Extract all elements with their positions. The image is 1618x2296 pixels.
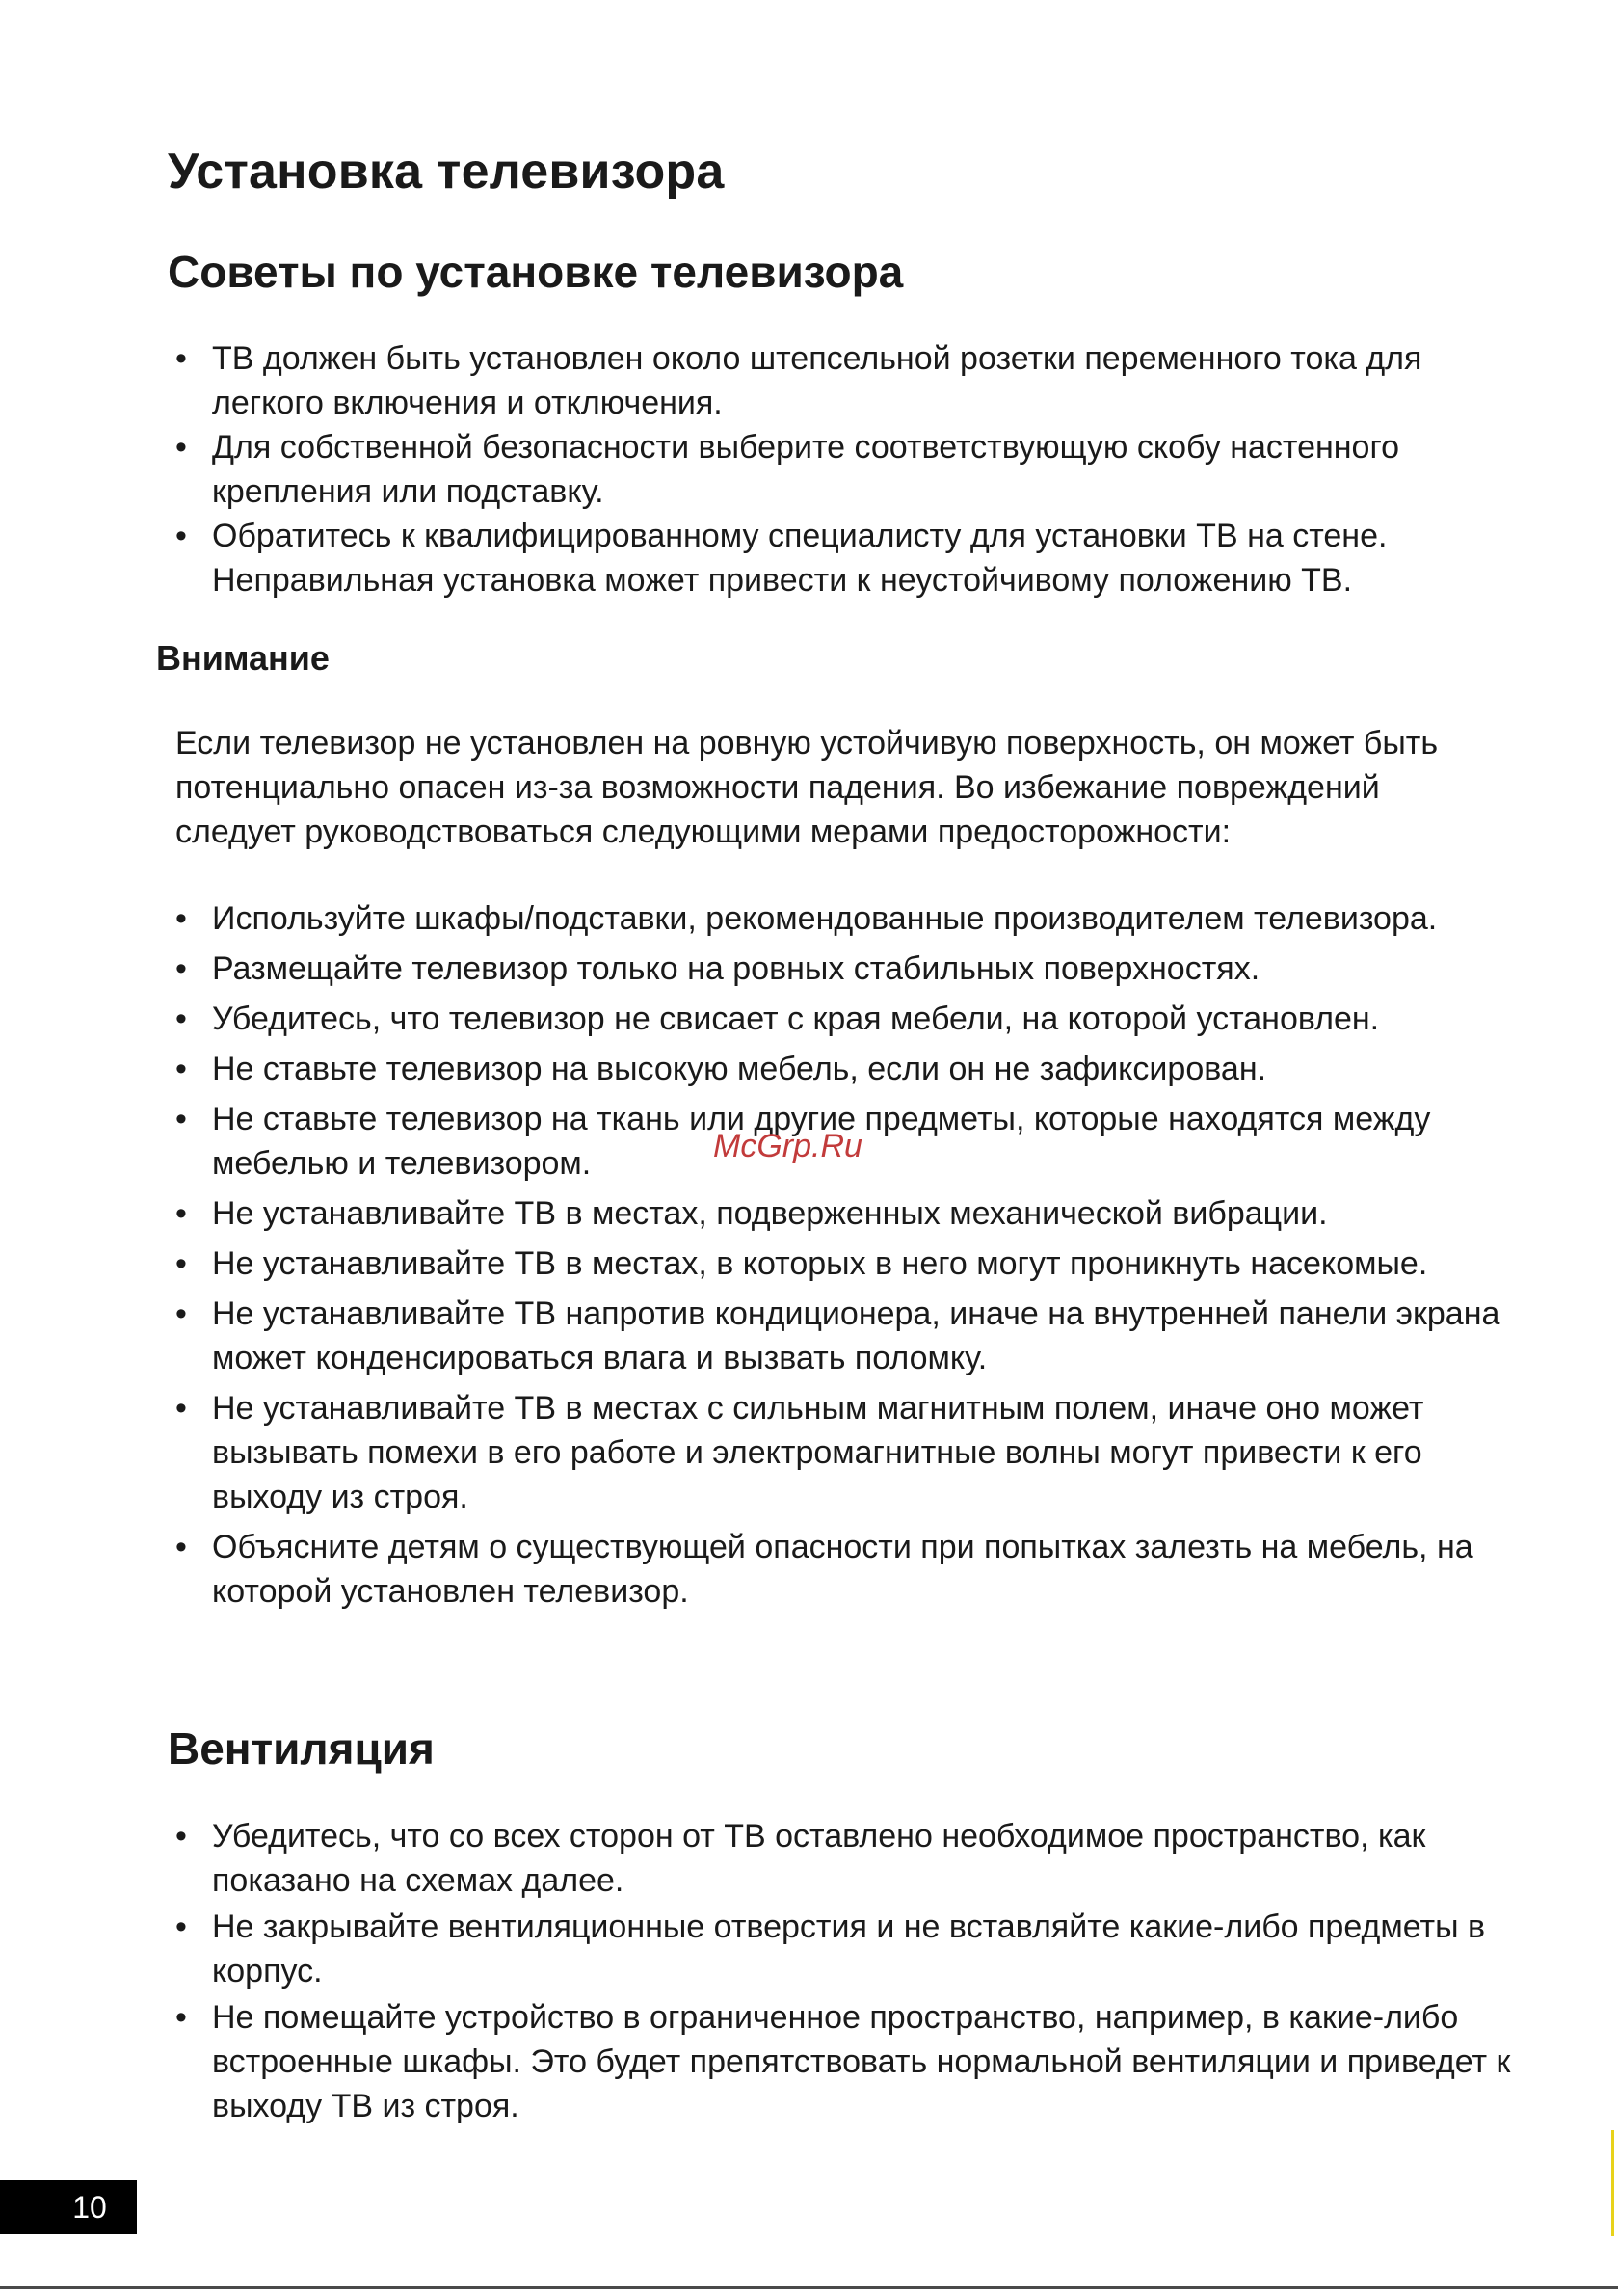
page-title: Установка телевизора bbox=[168, 144, 725, 200]
list-item: • Убедитесь, что со всех сторон от ТВ оставлено необходимое пространство, как показано на схемах далее. bbox=[170, 1814, 1519, 1903]
list-item: • Не устанавливайте ТВ в местах с сильным магнитным полем, иначе оно может вызывать помехи в его работе и электромагнитные волны могут привести к его выходу из строя. bbox=[170, 1386, 1519, 1519]
list-item: • Размещайте телевизор только на ровных стабильных поверхностях. bbox=[170, 947, 1519, 991]
list-item: • Не ставьте телевизор на ткань или другие предметы, которые находятся между мебелью и телевизором. bbox=[170, 1097, 1519, 1186]
edge-mark bbox=[1611, 2130, 1614, 2236]
list-item: • Для собственной безопасности выберите соответствующую скобу настенного крепления или подставку. bbox=[170, 425, 1519, 514]
list-item: • Не закрывайте вентиляционные отверстия и не вставляйте какие-либо предметы в корпус. bbox=[170, 1905, 1519, 1993]
list-item: • Используйте шкафы/подставки, рекомендованные производителем телевизора. bbox=[170, 896, 1519, 941]
warning-heading: Внимание bbox=[156, 638, 330, 678]
warning-list bbox=[170, 896, 1519, 1619]
list-item: • Не ставьте телевизор на высокую мебель, если он не зафиксирован. bbox=[170, 1047, 1519, 1091]
list-item: • Не устанавливайте ТВ в местах, в которых в него могут проникнуть насекомые. bbox=[170, 1241, 1519, 1286]
page-number: 10 bbox=[72, 2190, 107, 2225]
bottom-divider bbox=[0, 2286, 1618, 2289]
list-item: • Убедитесь, что телевизор не свисает с края мебели, на которой установлен. bbox=[170, 997, 1519, 1041]
list-item: • ТВ должен быть установлен около штепсельной розетки переменного тока для легкого включения и отключения. bbox=[170, 336, 1519, 425]
list-item: • Не устанавливайте ТВ напротив кондиционера, иначе на внутренней панели экрана может конденсироваться влага и вызвать поломку. bbox=[170, 1292, 1519, 1380]
watermark: McGrp.Ru bbox=[713, 1128, 862, 1164]
list-item: • Обратитесь к квалифицированному специалисту для установки ТВ на стене. Неправильная установка может привести к неустойчивому положению ТВ. bbox=[170, 514, 1519, 602]
list-item: • Объясните детям о существующей опасности при попытках залезть на мебель, на которой установлен телевизор. bbox=[170, 1525, 1519, 1614]
list-item: • Не устанавливайте ТВ в местах, подверженных механической вибрации. bbox=[170, 1191, 1519, 1236]
warning-intro: Если телевизор не установлен на ровную устойчивую поверхность, он может быть потенциально опасен из-за возможности падения. Во избежание повреждений следует руководствоваться следующими мерами предосторожности: bbox=[175, 725, 1439, 850]
tips-list bbox=[170, 336, 1519, 602]
list-item: • Не помещайте устройство в ограниченное пространство, например, в какие-либо встроенные шкафы. Это будет препятствовать нормальной вентиляции и приведет к выходу ТВ из строя. bbox=[170, 1995, 1519, 2128]
ventilation-list bbox=[170, 1814, 1519, 2130]
page-number-badge bbox=[0, 2180, 137, 2234]
section-heading-tips: Советы по установке телевизора bbox=[168, 247, 904, 297]
section-heading-ventilation: Вентиляция bbox=[168, 1723, 435, 1774]
